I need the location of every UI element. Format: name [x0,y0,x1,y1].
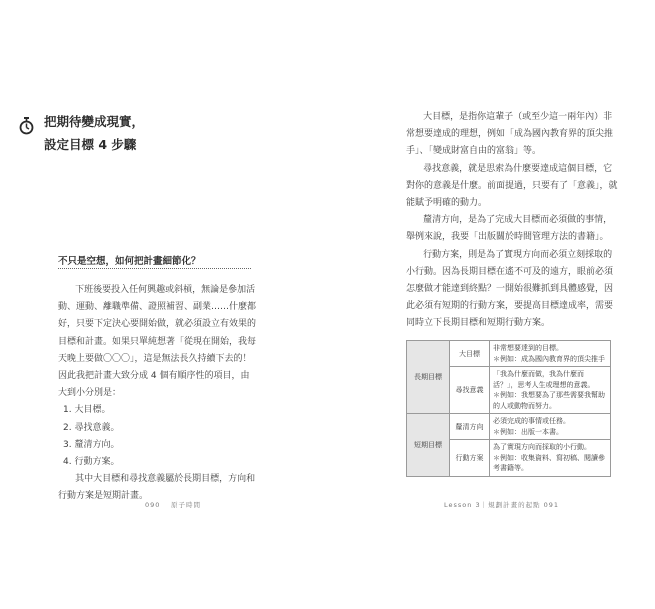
closing-paragraph: 其中大目標和尋找意義屬於長期目標，方向和行動方案是短期計畫。 [58,474,256,502]
description-text: 非常想要達到的目標。 [493,344,563,352]
example-text: ＊例如：成為國內教育界的頂尖推手 [493,354,605,363]
category-big-goal: 大目標 [450,341,490,367]
section-title: 不只是空想，如何把計畫細節化？ [58,256,201,267]
category-action-plan: 行動方案 [450,440,490,477]
goal-table [406,340,611,477]
intro-paragraph: 下班後要投入任何興趣或斜槓，無論是參加活動、運動、離職準備、證照補習、副業……什麼都好，只要下定決心要開始做，就必須設立有效果的目標和計畫。如果只單純想著「從現在開始，我每天晚上要做〇〇〇」，這是無法長久持續下去的！因此我把計畫大致分成 4 個有順序性的項目，由大到小分別是： [58,285,257,399]
description-text: 「我為什麼而做，我為什麼而活？」，思考人生或理想的意義。 [493,370,595,389]
chapter-title-line1: 把期待變成現實， [44,114,145,129]
group-label-short-term: 短期目標 [407,414,450,477]
description-text: 必須完成的事情或任務。 [493,417,570,425]
stopwatch-icon [19,117,34,135]
steps-list [58,402,258,471]
paragraph-meaning: 尋找意義，就是思索為什麼要達成這個目標，它對你的意義是什麼。前面提過，只要有了「意義」，就能賦予明確的動力。 [406,163,618,209]
example-text: ＊例如：收集資料、寫初稿、閱讀參考書籍等。 [493,453,605,472]
left-body-text [58,282,258,506]
description-cell [490,414,611,440]
section-divider [58,268,251,269]
step-item: 1. 大目標。 [63,405,111,416]
step-item: 4. 行動方案。 [63,457,120,468]
step-item: 3. 釐清方向。 [63,439,120,450]
description-cell [490,440,611,477]
category-find-meaning: 尋找意義 [450,367,490,414]
description-cell [490,367,611,414]
group-label-long-term: 長期目標 [407,341,450,414]
paragraph-direction: 釐清方向，是為了完成大目標而必須做的事情，舉例來說，我要「出版關於時間管理方法的書籍」。 [406,215,613,243]
category-clarify-direction: 釐清方向 [450,414,490,440]
example-text: ＊例如：出版一本書。 [493,427,563,436]
chapter-title [44,110,284,156]
example-text: ＊例如：我想要為了那些需要我幫助的人或動物而努力。 [493,391,605,410]
paragraph-big-goal: 大目標，是指你這輩子（或至少這一兩年內）非常想要達成的理想，例如「成為國內教育界的頂尖推手」、「變成財富自由的富翁」等。 [406,112,614,157]
description-text: 為了實現方向而採取的小行動。 [493,443,591,451]
table-row [407,414,611,440]
chapter-title-line2: 設定目標 4 步驟 [44,137,137,152]
description-cell [490,341,611,367]
page-folio-right: Lesson 3｜規劃計畫的起點 091 [444,501,560,509]
step-item: 2. 尋找意義。 [63,422,120,433]
table-row [407,341,611,367]
page-folio-left: 090 原子時間 [145,501,201,509]
paragraph-action: 行動方案，則是為了實現方向而必須立刻採取的小行動。因為長期目標在遙不可及的遠方，眼前必須怎麼做才能達到終點？一開始很難抓到具體感覺，因此必須有短期的行動方案，要提高目標達成率，需要同時立下長期目標和短期行動方案。 [406,249,614,329]
right-body-text [406,109,620,333]
